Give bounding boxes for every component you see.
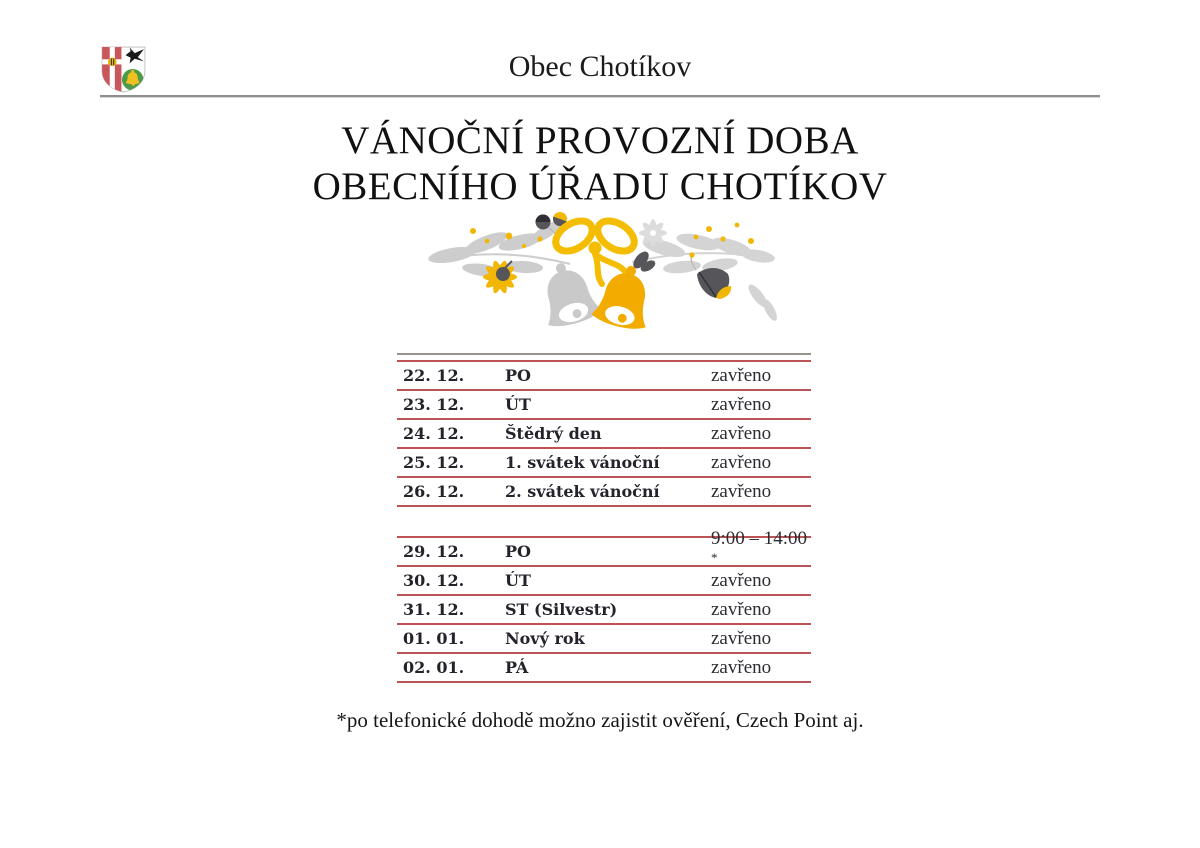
day-cell: 1. svátek vánoční	[505, 453, 660, 472]
page-title-line1: VÁNOČNÍ PROVOZNÍ DOBA	[341, 119, 859, 162]
status-cell: zavřeno	[711, 422, 772, 444]
table-row	[397, 596, 811, 625]
table-top-divider	[397, 353, 811, 355]
status-cell: zavřeno	[711, 627, 772, 649]
date-cell: 30. 12.	[403, 571, 465, 590]
table-row	[397, 567, 811, 596]
status-cell: 9:00 – 14:00 *	[711, 527, 808, 565]
date-cell: 25. 12.	[403, 453, 465, 472]
date-cell: 23. 12.	[403, 395, 465, 414]
day-cell: 2. svátek vánoční	[505, 482, 660, 501]
gray-bell	[533, 256, 604, 331]
status-cell: zavřeno	[711, 598, 772, 620]
schedule-week1	[397, 360, 811, 507]
day-cell: PO	[505, 366, 531, 385]
date-cell: 02. 01.	[403, 658, 465, 677]
schedule-week2	[397, 527, 811, 683]
opening-hours-table	[397, 353, 811, 683]
status-cell: zavřeno	[711, 480, 772, 502]
status-cell: zavřeno	[711, 451, 772, 473]
day-cell: Nový rok	[505, 629, 585, 648]
page-title-line2: OBECNÍHO ÚŘADU CHOTÍKOV	[312, 165, 888, 208]
day-cell: ST (Silvestr)	[505, 600, 618, 619]
day-cell: PO	[505, 542, 531, 561]
gray-daisy	[639, 219, 667, 247]
date-cell: 29. 12.	[403, 542, 465, 561]
christmas-bells-ornament	[420, 212, 780, 352]
day-cell: PÁ	[505, 658, 529, 677]
date-cell: 26. 12.	[403, 482, 465, 501]
table-row	[397, 478, 811, 507]
status-cell: zavřeno	[711, 393, 772, 415]
table-row	[397, 625, 811, 654]
page-title	[0, 118, 1200, 210]
table-row	[397, 527, 811, 567]
header-divider	[100, 95, 1100, 98]
table-row	[397, 654, 811, 683]
table-row	[397, 362, 811, 391]
date-cell: 22. 12.	[403, 366, 465, 385]
date-cell: 24. 12.	[403, 424, 465, 443]
table-row	[397, 449, 811, 478]
day-cell: ÚT	[505, 571, 531, 590]
footnote-text: *po telefonické dohodě možno zajistit ověření, Czech Point aj.	[336, 708, 864, 732]
status-cell: zavřeno	[711, 569, 772, 591]
status-cell: zavřeno	[711, 364, 772, 386]
status-cell: zavřeno	[711, 656, 772, 678]
table-row	[397, 391, 811, 420]
date-cell: 01. 01.	[403, 629, 465, 648]
day-cell: ÚT	[505, 395, 531, 414]
date-cell: 31. 12.	[403, 600, 465, 619]
header-municipality-title: Obec Chotíkov	[508, 50, 692, 83]
day-cell: Štědrý den	[505, 424, 602, 443]
table-row	[397, 420, 811, 449]
footnote-marker: *	[711, 549, 718, 565]
